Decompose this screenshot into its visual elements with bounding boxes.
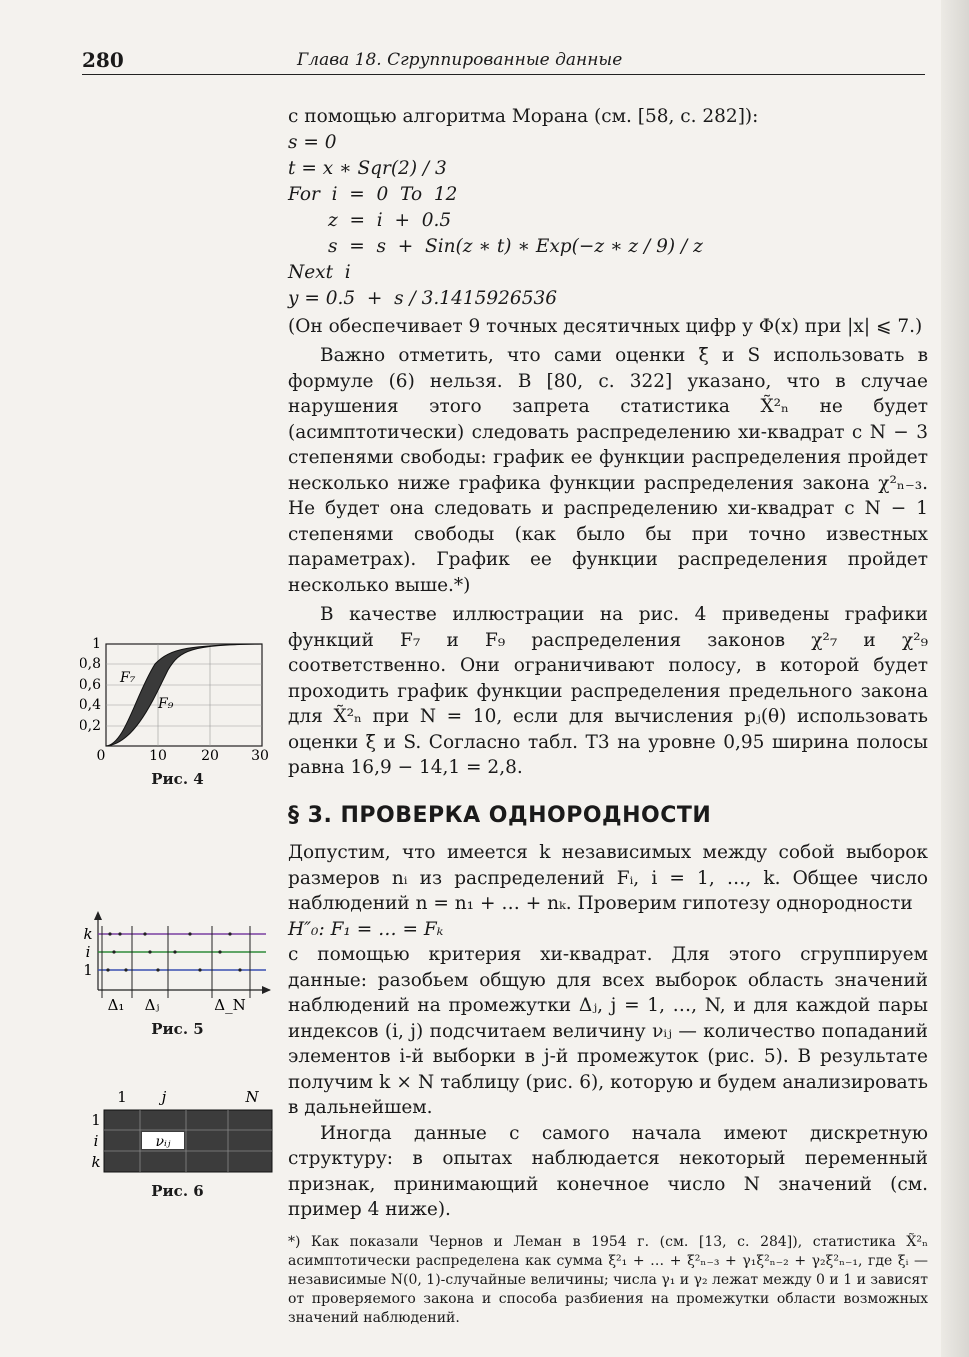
paragraph-estimates-warning: Важно отметить, что сами оценки ξ̄ и S использовать в формуле (6) нельзя. В [80, с. 322] указано, что в случае нарушения этого запрета статистика X̃²ₙ не будет (асимптотически) следовать распределению хи-квадрат с N − 3 степенями свободы: график ее функции распределения пройдет несколько ниже графика функции распределения закона χ²ₙ₋₃. Не будет она следовать и распределению хи-квадрат с N − 1 степенями свободы (как было бы при точно известных параметрах). График ее функции распределения пройдет несколько выше.*) — [288, 345, 928, 596]
code-line: z = i + 0.5 — [328, 209, 452, 231]
fig6-col-label: 1 — [117, 1088, 127, 1106]
precision-note: (Он обеспечивает 9 точных десятичных цифр у Φ(x) при |x| ⩽ 7.) — [288, 315, 923, 337]
footnote: *) Как показали Чернов и Леман в 1954 г. (см. [13, с. 284]), статистика X̃²ₙ асимптотически распределена как сумма ξ²₁ + … + ξ²ₙ₋₃ + γ₁ξ²ₙ₋₂ + γ₂ξ²ₙ₋₁, где ξᵢ — независимые N(0, 1)-случайные величины; числа γ₁ и γ₂ лежат между 0 и 1 и зависят от проверяемого закона и способа разбиения на промежутки области возможных значений наблюдений. — [288, 1233, 928, 1326]
paragraph-discrete-data: Иногда данные с самого начала имеют дискретную структуру: в опытах наблюдается некоторый переменный признак, принимающий конечное число N значений (см. пример 4 ниже). — [288, 1122, 928, 1220]
fig5-caption: Рис. 5 — [151, 1020, 204, 1038]
code-line: s = s + Sin(z ∗ t) ∗ Exp(−z ∗ z / 9) / z — [328, 235, 703, 257]
code-line: For i = 0 To 12 — [288, 183, 458, 205]
fig6-caption: Рис. 6 — [151, 1182, 204, 1200]
chapter-title: Глава 18. Сгруппированные данные — [297, 50, 623, 70]
intro-line: с помощью алгоритма Морана (см. [58, с. 282]): — [288, 106, 759, 127]
fig5-interval-label: Δⱼ — [144, 996, 160, 1014]
fig6-row-label: 1 — [91, 1111, 101, 1129]
fig4-plot — [80, 636, 275, 766]
fig5-interval-bounds — [102, 926, 250, 998]
moran-algorithm-code — [288, 130, 928, 312]
fig4-xtick: 20 — [201, 748, 219, 764]
fig4-ytick: 0,6 — [80, 677, 101, 693]
page-edge — [941, 0, 969, 1357]
paragraph-illustration: В качестве иллюстрации на рис. 4 приведены графики функций F₇ и F₉ распределения законов χ²₇ и χ²₉ соответственно. Они ограничивают полосу, в которой будет проходить график функции распределения предельного закона для X̃²ₙ при N = 10, если для вычисления pⱼ(θ) использовать оценки ξ̄ и S. Согласно табл. Т3 на уровне 0,95 ширина полосы равна 16,9 − 14,1 = 2,8. — [288, 604, 928, 778]
fig6-row-label: i — [93, 1132, 99, 1150]
fig5-interval-label: Δ₁ — [107, 996, 125, 1014]
code-line: y = 0.5 + s / 3.1415926536 — [288, 287, 557, 309]
fig4-label-f9: F₉ — [158, 696, 174, 712]
fig4-ytick: 0,8 — [80, 656, 101, 672]
fig4-caption: Рис. 4 — [151, 770, 204, 788]
fig5-interval-label: Δ_N — [214, 996, 246, 1014]
paragraph-chi-square-grouping: с помощью критерия хи-квадрат. Для этого сгруппируем данные: разобьем общую для всех выборок область значений наблюдений на промежутки Δⱼ, j = 1, …, N, и для каждой пары индексов (i, j) подсчитаем величину νᵢⱼ — количество попаданий элементов i-й выборки в j-й промежуток (рис. 5). В результате получим k × N таблицу (рис. 6), которую и будем анализировать в дальнейшем. — [288, 944, 928, 1118]
fig6-grid-fill — [104, 1110, 272, 1172]
hypothesis-formula: H″₀: F₁ = … = Fₖ — [288, 918, 444, 940]
figure-4 — [80, 636, 275, 788]
fig6-row-label: k — [91, 1153, 101, 1171]
fig6-cell-label: νᵢⱼ — [155, 1134, 171, 1150]
code-line: t = x ∗ Sqr(2) / 3 — [288, 157, 447, 179]
fig4-label-f7: F₇ — [120, 670, 136, 686]
fig6-table — [80, 1086, 275, 1178]
fig4-xtick: 10 — [149, 748, 167, 764]
paragraph-homogeneity-setup: Допустим, что имеется k независимых между собой выборок размеров nᵢ из распределений Fᵢ, i = 1, …, k. Общее число наблюдений n = n₁ + … + nₖ. Проверим гипотезу однородности — [288, 842, 928, 914]
running-header — [82, 44, 925, 75]
fig4-xtick: 30 — [251, 748, 269, 764]
code-line: s = 0 — [288, 131, 337, 153]
fig5-plot — [80, 908, 275, 1016]
fig6-col-label: N — [245, 1088, 259, 1106]
figure-5 — [80, 908, 275, 1038]
fig5-row-label: k — [83, 925, 93, 943]
main-text-column — [288, 104, 928, 1328]
fig4-ytick: 0,2 — [80, 718, 101, 734]
fig5-row-label: i — [85, 943, 91, 961]
fig4-ytick: 0,4 — [80, 697, 101, 713]
code-line: Next i — [288, 261, 351, 283]
figure-6 — [80, 1086, 275, 1200]
fig4-band — [106, 644, 262, 746]
fig4-xtick: 0 — [96, 748, 106, 764]
fig6-col-label: j — [161, 1088, 167, 1106]
fig4-ytick: 1 — [92, 636, 101, 652]
page-number: 280 — [82, 48, 124, 72]
fig5-row-label: 1 — [83, 961, 93, 979]
section-title: § 3. ПРОВЕРКА ОДНОРОДНОСТИ — [288, 802, 712, 828]
